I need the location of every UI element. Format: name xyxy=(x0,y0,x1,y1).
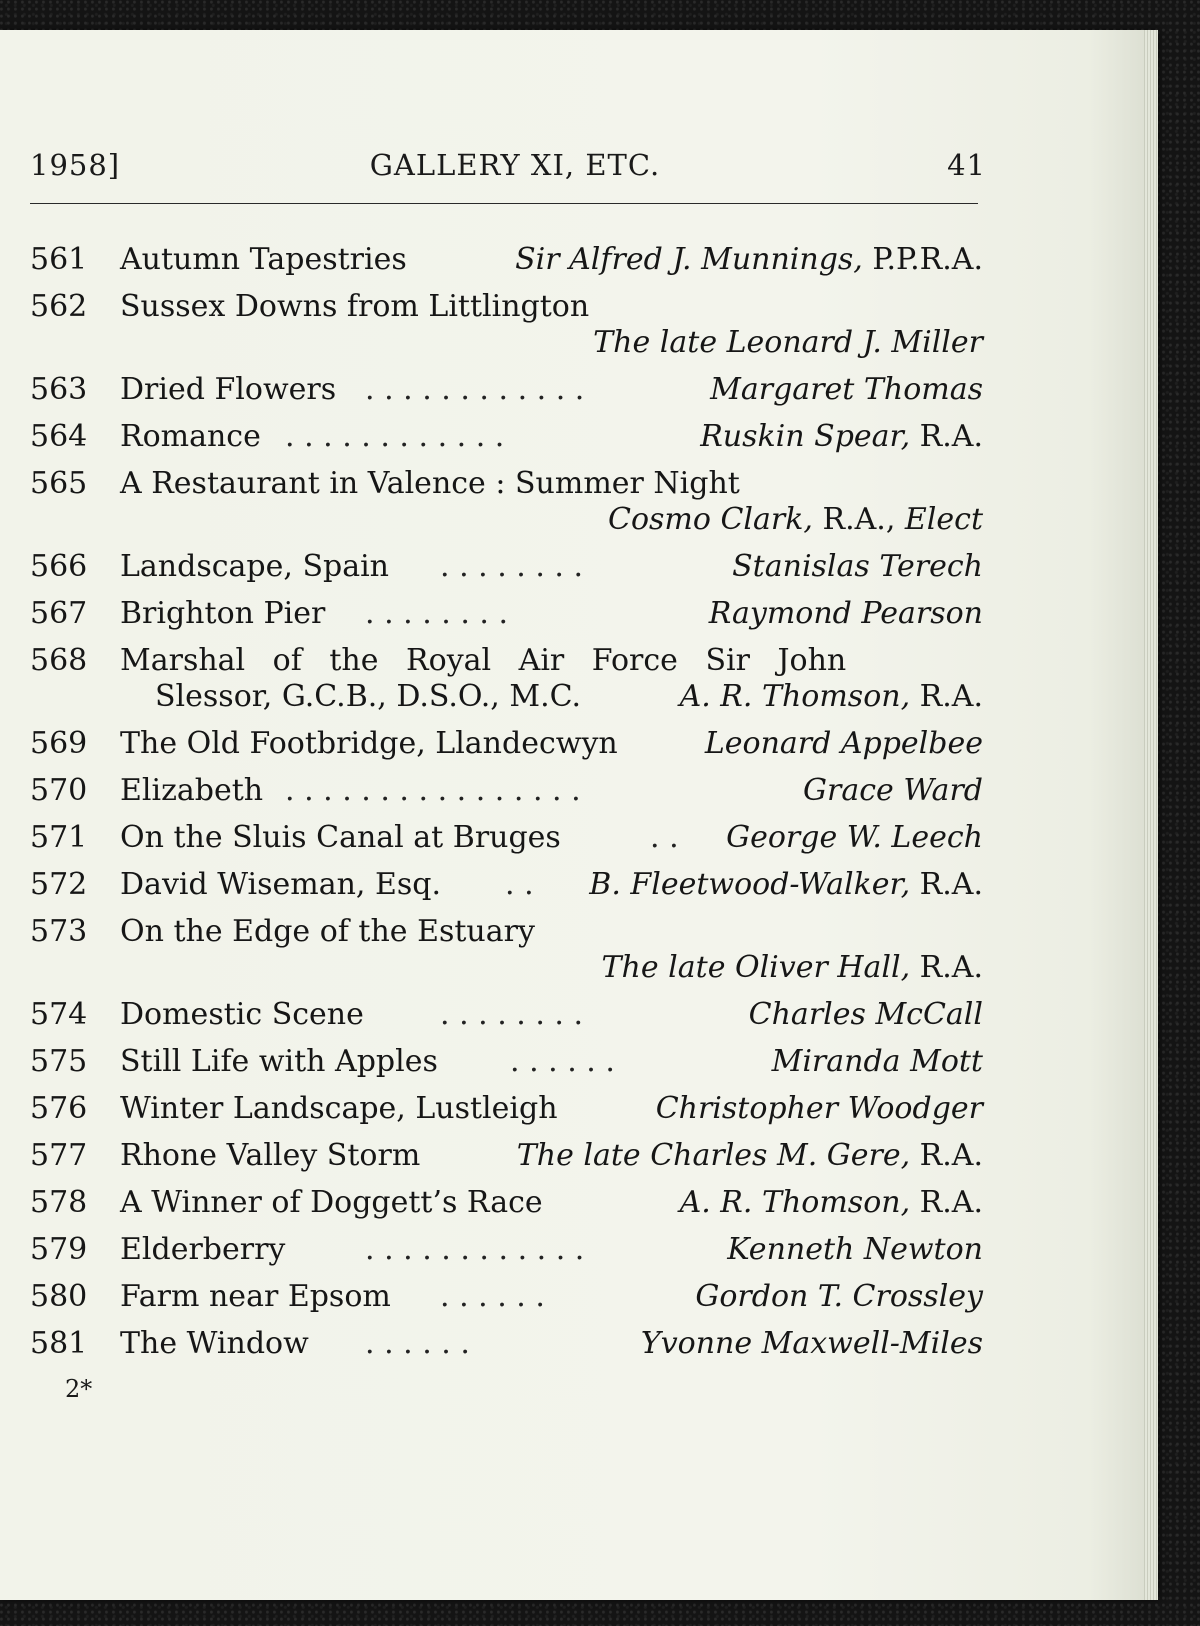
entry-number: 562 xyxy=(30,289,88,324)
entry-artist xyxy=(710,372,983,407)
artist-name: Miranda Mott xyxy=(771,1044,983,1079)
artist-name: The late Oliver Hall, xyxy=(601,950,911,985)
entry-artist xyxy=(709,596,983,631)
entry-title: David Wiseman, Esq. xyxy=(120,867,442,902)
entry-title: Domestic Scene xyxy=(120,997,364,1032)
entry-title: Marshal of the Royal Air Force Sir John xyxy=(120,643,847,678)
artist-name: Ruskin Spear, xyxy=(700,419,911,454)
artist-suffix: R.A. xyxy=(910,679,983,714)
artist-name: Grace Ward xyxy=(803,773,983,808)
artist-name: Stanislas Terech xyxy=(732,549,983,584)
artist-name: George W. Leech xyxy=(726,820,983,855)
artist-name: Gordon T. Crossley xyxy=(695,1279,983,1314)
entry-title: Rhone Valley Storm xyxy=(120,1138,421,1173)
entry-title: On the Edge of the Estuary xyxy=(120,914,535,949)
entry-title: A Winner of Doggett’s Race xyxy=(120,1185,543,1220)
dot-leader: . . . . . . . . xyxy=(440,549,584,584)
entry-artist xyxy=(726,820,983,855)
entry-title: Farm near Epsom xyxy=(120,1279,391,1314)
entry-artist xyxy=(589,867,983,902)
book-page xyxy=(0,30,1158,1600)
artist-suffix: R.A. xyxy=(910,1185,983,1220)
entry-artist xyxy=(680,679,983,714)
entry-title-continued: Slessor, G.C.B., D.S.O., M.C. xyxy=(155,679,582,714)
entry-artist xyxy=(641,1326,983,1361)
entry-title: The Old Footbridge, Llandecwyn xyxy=(120,726,618,761)
entry-number: 570 xyxy=(30,773,88,808)
entry-title: Romance xyxy=(120,419,261,454)
artist-name: Yvonne Maxwell-Miles xyxy=(640,1326,983,1361)
entry-artist xyxy=(608,502,983,537)
entry-number: 563 xyxy=(30,372,88,407)
artist-name: B. Fleetwood-Walker, xyxy=(589,867,911,902)
entry-number: 577 xyxy=(30,1138,88,1173)
entry-artist xyxy=(602,950,983,985)
entry-title: A Restaurant in Valence : Summer Night xyxy=(120,466,740,501)
running-head-title: GALLERY XI, ETC. xyxy=(369,148,661,182)
entry-title: The Window xyxy=(120,1326,309,1361)
entry-artist xyxy=(732,549,983,584)
entry-number: 581 xyxy=(30,1326,88,1361)
artist-name: A. R. Thomson, xyxy=(679,679,911,714)
artist-suffix: R.A. xyxy=(910,1138,983,1173)
entry-title: Brighton Pier xyxy=(120,596,326,631)
dot-leader: . . . . . . xyxy=(365,1326,470,1361)
entry-artist xyxy=(803,773,983,808)
entry-artist xyxy=(695,1279,983,1314)
artist-name: Christopher Woodger xyxy=(655,1091,983,1126)
entry-number: 576 xyxy=(30,1091,88,1126)
entry-artist xyxy=(727,1232,983,1267)
entry-artist xyxy=(772,1044,983,1079)
entry-title: Landscape, Spain xyxy=(120,549,390,584)
dot-leader: . . . . . . xyxy=(440,1279,545,1314)
entry-title: Dried Flowers xyxy=(120,372,337,407)
entry-number: 561 xyxy=(30,242,88,277)
artist-name: Margaret Thomas xyxy=(710,372,983,407)
entry-number: 567 xyxy=(30,596,88,631)
entry-number: 565 xyxy=(30,466,88,501)
dot-leader: . . xyxy=(650,820,679,855)
artist-name: The late Leonard J. Miller xyxy=(593,325,983,360)
artist-name-elect: Elect xyxy=(904,502,983,537)
entry-number: 575 xyxy=(30,1044,88,1079)
entry-title: Autumn Tapestries xyxy=(120,242,407,277)
entry-number: 578 xyxy=(30,1185,88,1220)
entry-title: Elderberry xyxy=(120,1232,286,1267)
artist-suffix: P.P.R.A. xyxy=(862,242,983,277)
entry-artist xyxy=(700,419,983,454)
dot-leader: . . . . . . . . . . . . xyxy=(285,419,505,454)
entry-number: 574 xyxy=(30,997,88,1032)
artist-suffix: R.A. xyxy=(910,419,983,454)
entry-title: Sussex Downs from Littlington xyxy=(120,289,590,324)
entry-title: On the Sluis Canal at Bruges xyxy=(120,820,561,855)
artist-suffix: R.A. xyxy=(910,950,983,985)
entry-artist xyxy=(705,726,983,761)
artist-name: Sir Alfred J. Munnings, xyxy=(515,242,863,277)
entry-number: 571 xyxy=(30,820,88,855)
entry-number: 569 xyxy=(30,726,88,761)
dot-leader: . . . . . . . . . . . . xyxy=(365,372,585,407)
entry-title: Winter Landscape, Lustleigh xyxy=(120,1091,558,1126)
entry-title: Elizabeth xyxy=(120,773,264,808)
entry-artist xyxy=(517,1138,983,1173)
entry-number: 580 xyxy=(30,1279,88,1314)
entry-number: 566 xyxy=(30,549,88,584)
artist-name: Leonard Appelbee xyxy=(704,726,983,761)
dot-leader: . . . . . . xyxy=(510,1044,615,1079)
entry-artist xyxy=(593,325,983,360)
dot-leader: . . . . . . . . xyxy=(440,997,584,1032)
entry-artist xyxy=(515,242,983,277)
entry-artist xyxy=(656,1091,983,1126)
running-head xyxy=(0,148,1158,198)
entry-artist xyxy=(749,997,983,1032)
artist-name: Kenneth Newton xyxy=(727,1232,983,1267)
entry-number: 568 xyxy=(30,643,88,678)
dot-leader: . . . . . . . . . . . . xyxy=(365,1232,585,1267)
dot-leader: . . . . . . . . xyxy=(365,596,509,631)
dot-leader: . . xyxy=(505,867,534,902)
entry-number: 572 xyxy=(30,867,88,902)
entry-number: 579 xyxy=(30,1232,88,1267)
entry-title: Still Life with Apples xyxy=(120,1044,438,1079)
artist-name: Cosmo Clark, xyxy=(608,502,813,537)
artist-suffix: R.A., xyxy=(812,502,905,537)
artist-name: Charles McCall xyxy=(748,997,983,1032)
running-head-year: 1958] xyxy=(30,148,121,182)
artist-name: The late Charles M. Gere, xyxy=(516,1138,911,1173)
signature-mark: 2* xyxy=(65,1375,93,1403)
entry-artist xyxy=(680,1185,983,1220)
entry-number: 564 xyxy=(30,419,88,454)
dot-leader: . . . . . . . . . . . . . . . . xyxy=(285,773,581,808)
header-rule xyxy=(30,203,978,204)
artist-name: Raymond Pearson xyxy=(708,596,983,631)
entry-number: 573 xyxy=(30,914,88,949)
artist-name: A. R. Thomson, xyxy=(679,1185,911,1220)
page-number: 41 xyxy=(947,148,986,182)
artist-suffix: R.A. xyxy=(910,867,983,902)
